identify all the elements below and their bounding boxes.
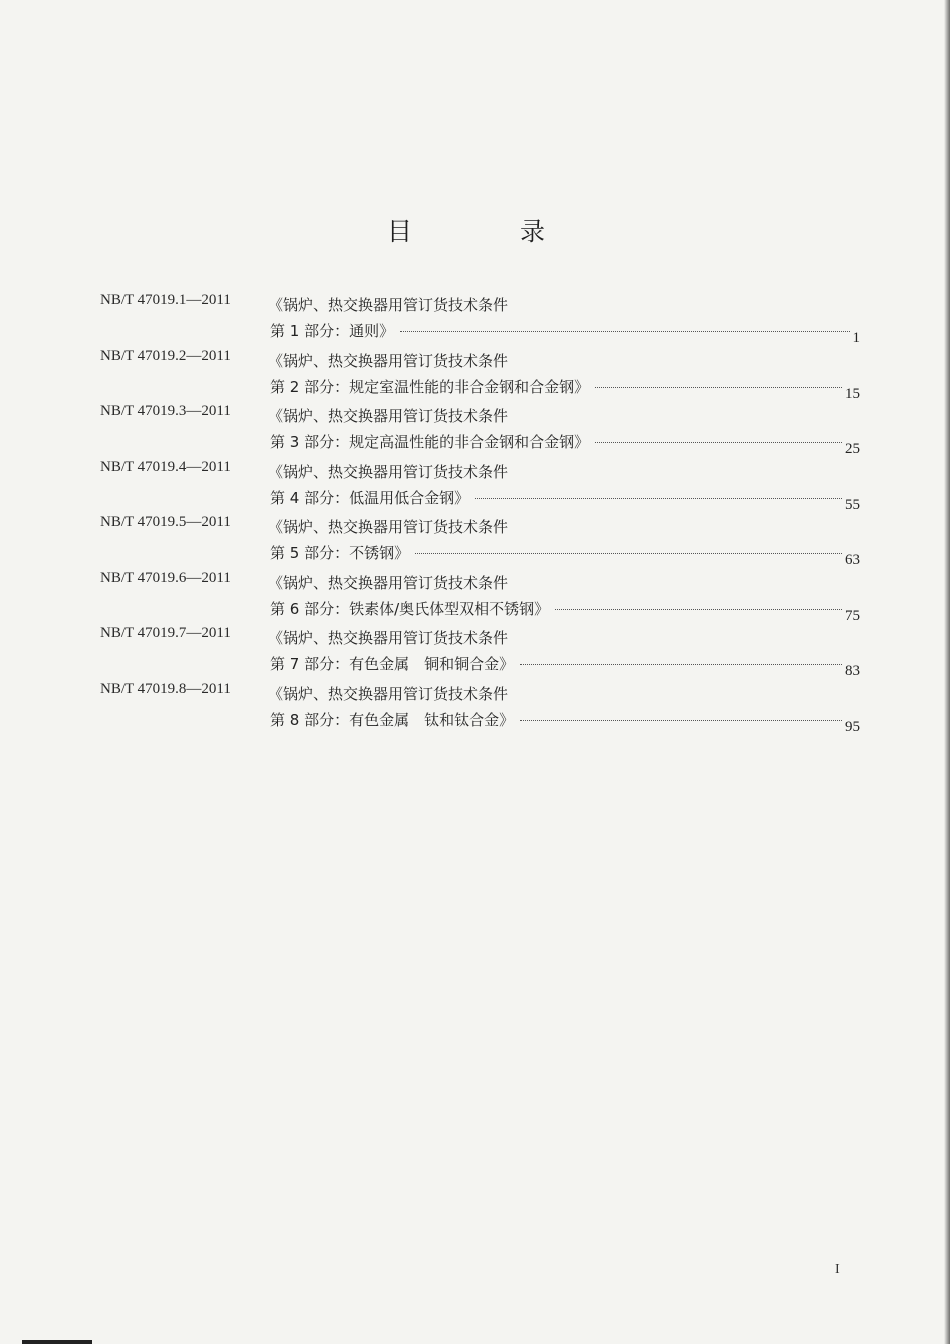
entry-subtitle: 第 3 部分：规定高温性能的非合金钢和合金钢》 xyxy=(270,433,590,451)
standard-code: NB/T 47019.1—2011 xyxy=(100,292,231,308)
standard-code: NB/T 47019.6—2011 xyxy=(100,569,231,586)
entry-subtitle: 第 6 部分：铁素体/奥氏体型双相不锈钢》 xyxy=(270,599,550,618)
standard-code: NB/T 47019.5—2011 xyxy=(100,514,231,530)
toc-entry-2[interactable] xyxy=(100,344,860,400)
dot-leader xyxy=(555,609,842,610)
entry-subtitle-row xyxy=(270,320,860,346)
scan-edge-shadow xyxy=(944,0,950,1344)
entry-title: 《锅炉、热交换器用管订货技术条件 xyxy=(268,351,509,370)
standard-code: NB/T 47019.4—2011 xyxy=(100,458,231,475)
entry-subtitle-row xyxy=(270,598,860,624)
entry-title: 《锅炉、热交换器用管订货技术条件 xyxy=(268,407,509,425)
entry-title: 《锅炉、热交换器用管订货技术条件 xyxy=(268,573,509,592)
toc-entry-3[interactable] xyxy=(100,399,860,455)
entry-subtitle: 第 5 部分：不锈钢》 xyxy=(270,544,410,562)
toc-entry-1[interactable] xyxy=(100,288,860,344)
dot-leader xyxy=(475,498,842,499)
page-number: 15 xyxy=(845,385,860,402)
dot-leader xyxy=(520,664,842,665)
dot-leader xyxy=(595,442,842,443)
toc-entry-7[interactable] xyxy=(100,621,860,677)
standard-code: NB/T 47019.7—2011 xyxy=(100,625,231,641)
dot-leader xyxy=(520,720,842,721)
page-number: 55 xyxy=(845,496,860,513)
page-number: 95 xyxy=(845,718,860,735)
scan-edge-mark xyxy=(22,1340,92,1344)
dot-leader xyxy=(595,387,842,388)
entry-subtitle-row xyxy=(270,376,860,402)
entry-subtitle-row xyxy=(270,542,860,568)
entry-subtitle: 第 7 部分：有色金属 铜和铜合金》 xyxy=(270,655,515,673)
entry-title: 《锅炉、热交换器用管订货技术条件 xyxy=(268,296,509,314)
table-of-contents xyxy=(100,288,860,735)
entry-subtitle: 第 1 部分：通则》 xyxy=(270,322,395,340)
page-number: 1 xyxy=(852,330,860,346)
page-title: 目 录 xyxy=(387,217,595,246)
page-number: 63 xyxy=(845,552,860,568)
entry-subtitle-row xyxy=(270,709,860,735)
toc-entry-6[interactable] xyxy=(100,566,860,622)
dot-leader xyxy=(400,331,849,332)
standard-code: NB/T 47019.3—2011 xyxy=(100,403,231,419)
entry-title: 《锅炉、热交换器用管订货技术条件 xyxy=(268,629,509,647)
entry-title: 《锅炉、热交换器用管订货技术条件 xyxy=(268,518,509,536)
entry-subtitle-row xyxy=(270,487,860,513)
entry-subtitle-row xyxy=(270,653,860,679)
dot-leader xyxy=(415,553,842,554)
toc-entry-4[interactable] xyxy=(100,455,860,511)
entry-subtitle: 第 2 部分：规定室温性能的非合金钢和合金钢》 xyxy=(270,377,590,396)
page-number: 25 xyxy=(845,441,860,457)
entry-title: 《锅炉、热交换器用管订货技术条件 xyxy=(268,462,509,481)
page-number: 75 xyxy=(845,607,860,624)
entry-subtitle: 第 8 部分：有色金属 钛和钛合金》 xyxy=(270,710,515,729)
standard-code: NB/T 47019.8—2011 xyxy=(100,680,231,697)
standard-code: NB/T 47019.2—2011 xyxy=(100,347,231,364)
folio-page-number: I xyxy=(835,1262,840,1277)
entry-subtitle: 第 4 部分：低温用低合金钢》 xyxy=(270,488,470,507)
page-number: 83 xyxy=(845,663,860,679)
entry-title: 《锅炉、热交换器用管订货技术条件 xyxy=(268,684,509,703)
toc-entry-5[interactable] xyxy=(100,510,860,566)
entry-subtitle-row xyxy=(270,431,860,457)
toc-entry-8[interactable] xyxy=(100,677,860,733)
